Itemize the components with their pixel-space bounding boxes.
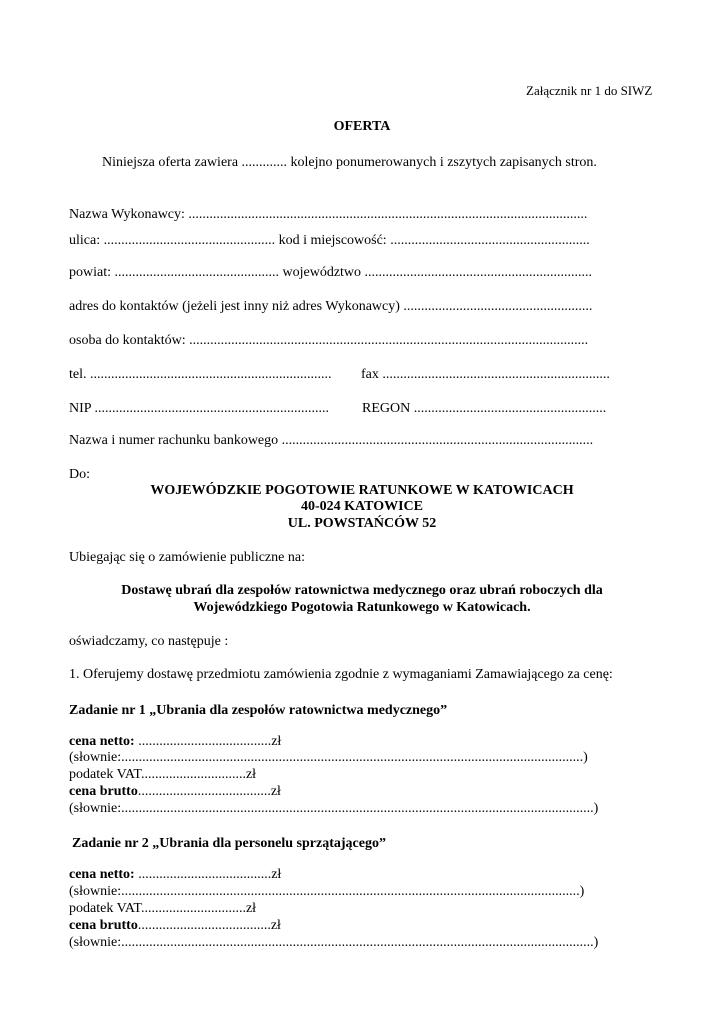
intro-line: Niniejsza oferta zawiera ............. kolejno ponumerowanych i zszytych zapisanych stron. [102, 155, 597, 170]
net-price-dots: ......................................zł [134, 734, 282, 749]
task-1-title: Zadanie nr 1 „Ubrania dla zespołów ratownictwa medycznego” [69, 703, 448, 718]
document-title: OFERTA [333, 119, 391, 134]
procurement-subject-line2: Wojewódzkiego Pogotowia Ratunkowego w Katowicach. [193, 600, 531, 615]
procurement-subject-line1: Dostawę ubrań dla zespołów ratownictwa medycznego oraz ubrań roboczych dla [121, 583, 603, 598]
nip-line: NIP ................................................................... [69, 401, 330, 416]
task-2-net-price [69, 867, 281, 883]
regon-line: REGON ....................................................... [362, 401, 607, 416]
recipient-label: Do: [69, 467, 90, 482]
phone-line: tel. ..................................................................... [69, 367, 332, 382]
contractor-district-line: powiat: ............................................... województwo ................................................................. [69, 265, 593, 280]
attachment-note: Załącznik nr 1 do SIWZ [526, 83, 653, 98]
procurement-intro: Ubiegając się o zamówienie publiczne na: [69, 550, 305, 565]
recipient-city: 40-024 KATOWICE [301, 499, 423, 514]
declaration-line: oświadczamy, co następuje : [69, 634, 229, 649]
gross-price-dots: ......................................zł [137, 918, 281, 933]
task-1-net-price [69, 734, 281, 750]
task-2-net-words: (słownie:...................................................................................................................................) [69, 884, 585, 899]
task-1-vat: podatek VAT..............................zł [69, 767, 257, 782]
task-2-gross-price [69, 918, 281, 934]
task-2-title: Zadanie nr 2 „Ubrania dla personelu sprzątającego” [72, 836, 386, 851]
contractor-street-line: ulica: ................................................. kod i miejscowość: ......................................................... [69, 233, 590, 248]
gross-price-dots: ......................................zł [137, 784, 281, 799]
gross-price-label: cena brutto [69, 918, 138, 933]
net-price-label: cena netto: [69, 867, 135, 882]
task-1-net-words: (słownie:....................................................................................................................................) [69, 750, 588, 765]
task-2-gross-words: (słownie:.......................................................................................................................................) [69, 935, 599, 950]
task-1-gross-words: (słownie:.......................................................................................................................................) [69, 801, 599, 816]
fax-line: fax ................................................................. [361, 367, 610, 382]
contact-person-line: osoba do kontaktów: .................................................................................................................. [69, 333, 589, 348]
recipient-name: WOJEWÓDZKIE POGOTOWIE RATUNKOWE W KATOWICACH [150, 483, 574, 498]
bank-account-line: Nazwa i numer rachunku bankowego ......................................................................................... [69, 433, 594, 448]
contact-address-line: adres do kontaktów (jeżeli jest inny niż adres Wykonawcy) ...................................................... [69, 299, 593, 314]
offer-item-1: 1. Oferujemy dostawę przedmiotu zamówienia zgodnie z wymaganiami Zamawiającego za cenę: [69, 667, 613, 682]
gross-price-label: cena brutto [69, 784, 138, 799]
contractor-name-line: Nazwa Wykonawcy: .................................................................................................................. [69, 207, 588, 222]
net-price-label: cena netto: [69, 734, 135, 749]
task-1-gross-price [69, 784, 281, 800]
task-2-vat: podatek VAT..............................zł [69, 901, 257, 916]
net-price-dots: ......................................zł [134, 867, 282, 882]
recipient-street: UL. POWSTAŃCÓW 52 [287, 516, 437, 531]
